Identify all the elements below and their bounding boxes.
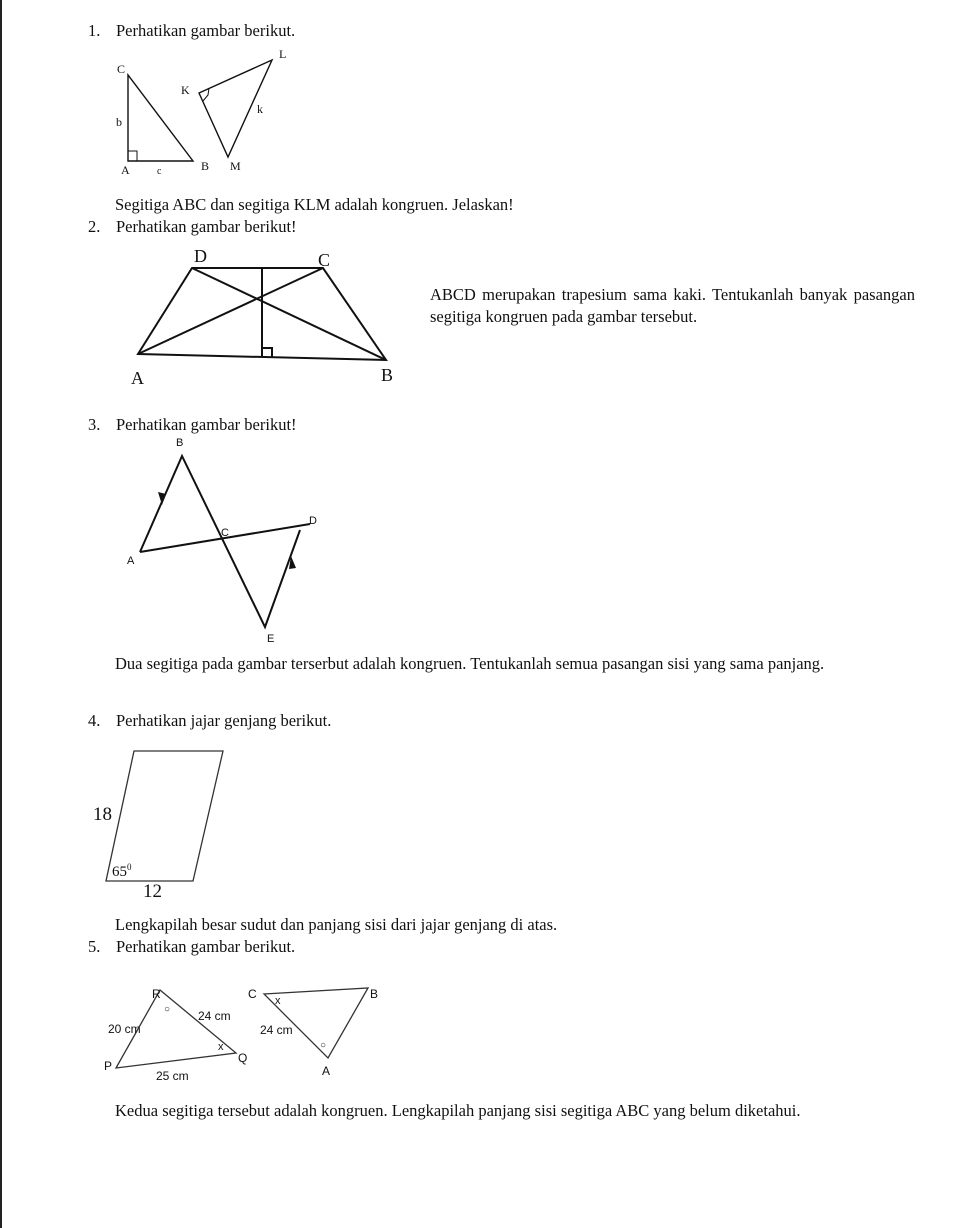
question-5-prompt: 5. Perhatikan gambar berikut.: [88, 937, 296, 956]
label-d-vertex: D: [194, 246, 207, 266]
question-2-statement: ABCD merupakan trapesium sama kaki. Tentukanlah banyak pasangan segitiga kongruen pada gambar tersebut.: [430, 285, 915, 326]
right-angle-mark-a: [128, 151, 137, 161]
label-b-vertex: B: [201, 159, 210, 173]
parallelogram-shape: [106, 751, 223, 881]
label-angle-65: $65^0$: [112, 862, 132, 880]
label-c-vertex: C: [248, 987, 257, 1001]
label-p-vertex: P: [104, 1059, 113, 1073]
question-5-statement: Kedua segitiga tersebut adalah kongruen. Lengkapilah panjang sisi segitiga ABC yang belum diketahui.: [115, 1101, 801, 1120]
label-side-b: b: [116, 115, 122, 129]
question-4-number: 4.: [88, 711, 101, 730]
label-r-vertex: R: [152, 987, 161, 1001]
label-e-vertex: E: [267, 633, 275, 645]
label-q-vertex: Q: [238, 1051, 248, 1065]
figure-3-two-triangles: [120, 432, 330, 647]
label-c-vertex: C: [318, 250, 331, 270]
label-l-vertex: L: [279, 47, 287, 61]
angle-mark-r: ○: [164, 1004, 171, 1015]
label-b-vertex: B: [381, 365, 394, 385]
question-5-number: 5.: [88, 937, 101, 956]
question-2-number: 2.: [88, 217, 101, 236]
label-a-vertex: A: [121, 163, 130, 177]
label-side-ca: 24 cm: [260, 1023, 293, 1037]
label-c-vertex: C: [117, 62, 126, 76]
angle-mark-q-x: x: [218, 1041, 224, 1053]
question-2-prompt: 2. Perhatikan gambar berikut!: [88, 217, 297, 236]
label-side-pr: 20 cm: [108, 1022, 141, 1036]
question-4-statement: Lengkapilah besar sudut dan panjang sisi dari jajar genjang di atas.: [115, 915, 558, 934]
label-side-c: c: [157, 166, 162, 177]
label-k-vertex: K: [181, 83, 190, 97]
label-c-vertex: C: [221, 527, 229, 539]
arrow-mark-ab: [158, 492, 166, 505]
label-side-18: 18: [93, 804, 112, 825]
right-angle-mark: [262, 348, 272, 357]
question-1-statement: Segitiga ABC dan segitiga KLM adalah kongruen. Jelaskan!: [115, 195, 514, 214]
figure-4-parallelogram: [85, 742, 235, 902]
label-side-pq: 25 cm: [156, 1069, 189, 1083]
label-side-rq: 24 cm: [198, 1009, 231, 1023]
label-b-vertex: B: [370, 987, 379, 1001]
figure-1-congruent-triangles: [105, 40, 305, 185]
label-side-k: k: [257, 102, 263, 116]
angle-mark-c-x: x: [275, 995, 281, 1007]
angle-mark-a: ○: [320, 1040, 327, 1051]
label-b-vertex: B: [176, 437, 184, 449]
question-1-number: 1.: [88, 21, 101, 40]
question-4-prompt: 4. Perhatikan jajar genjang berikut.: [88, 711, 332, 730]
figure-2-trapezoid: [120, 242, 410, 392]
page-left-border: [0, 0, 2, 1228]
label-a-vertex: A: [322, 1064, 331, 1078]
question-1-prompt: 1. Perhatikan gambar berikut.: [88, 21, 296, 40]
label-side-12: 12: [143, 881, 162, 902]
question-3-statement: Dua segitiga pada gambar terserbut adalah kongruen. Tentukanlah semua pasangan sisi yang sama panjang.: [115, 654, 825, 673]
label-m-vertex: M: [230, 159, 241, 173]
label-d-vertex: D: [309, 515, 317, 527]
question-3-prompt: 3. Perhatikan gambar berikut!: [88, 415, 297, 434]
path-abce-d: [140, 456, 300, 627]
label-a-vertex: A: [127, 555, 135, 567]
label-a-vertex: A: [131, 368, 144, 388]
figure-5-congruent-triangles: [100, 980, 400, 1090]
diagonal-bd: [192, 268, 386, 360]
question-3-number: 3.: [88, 415, 101, 434]
